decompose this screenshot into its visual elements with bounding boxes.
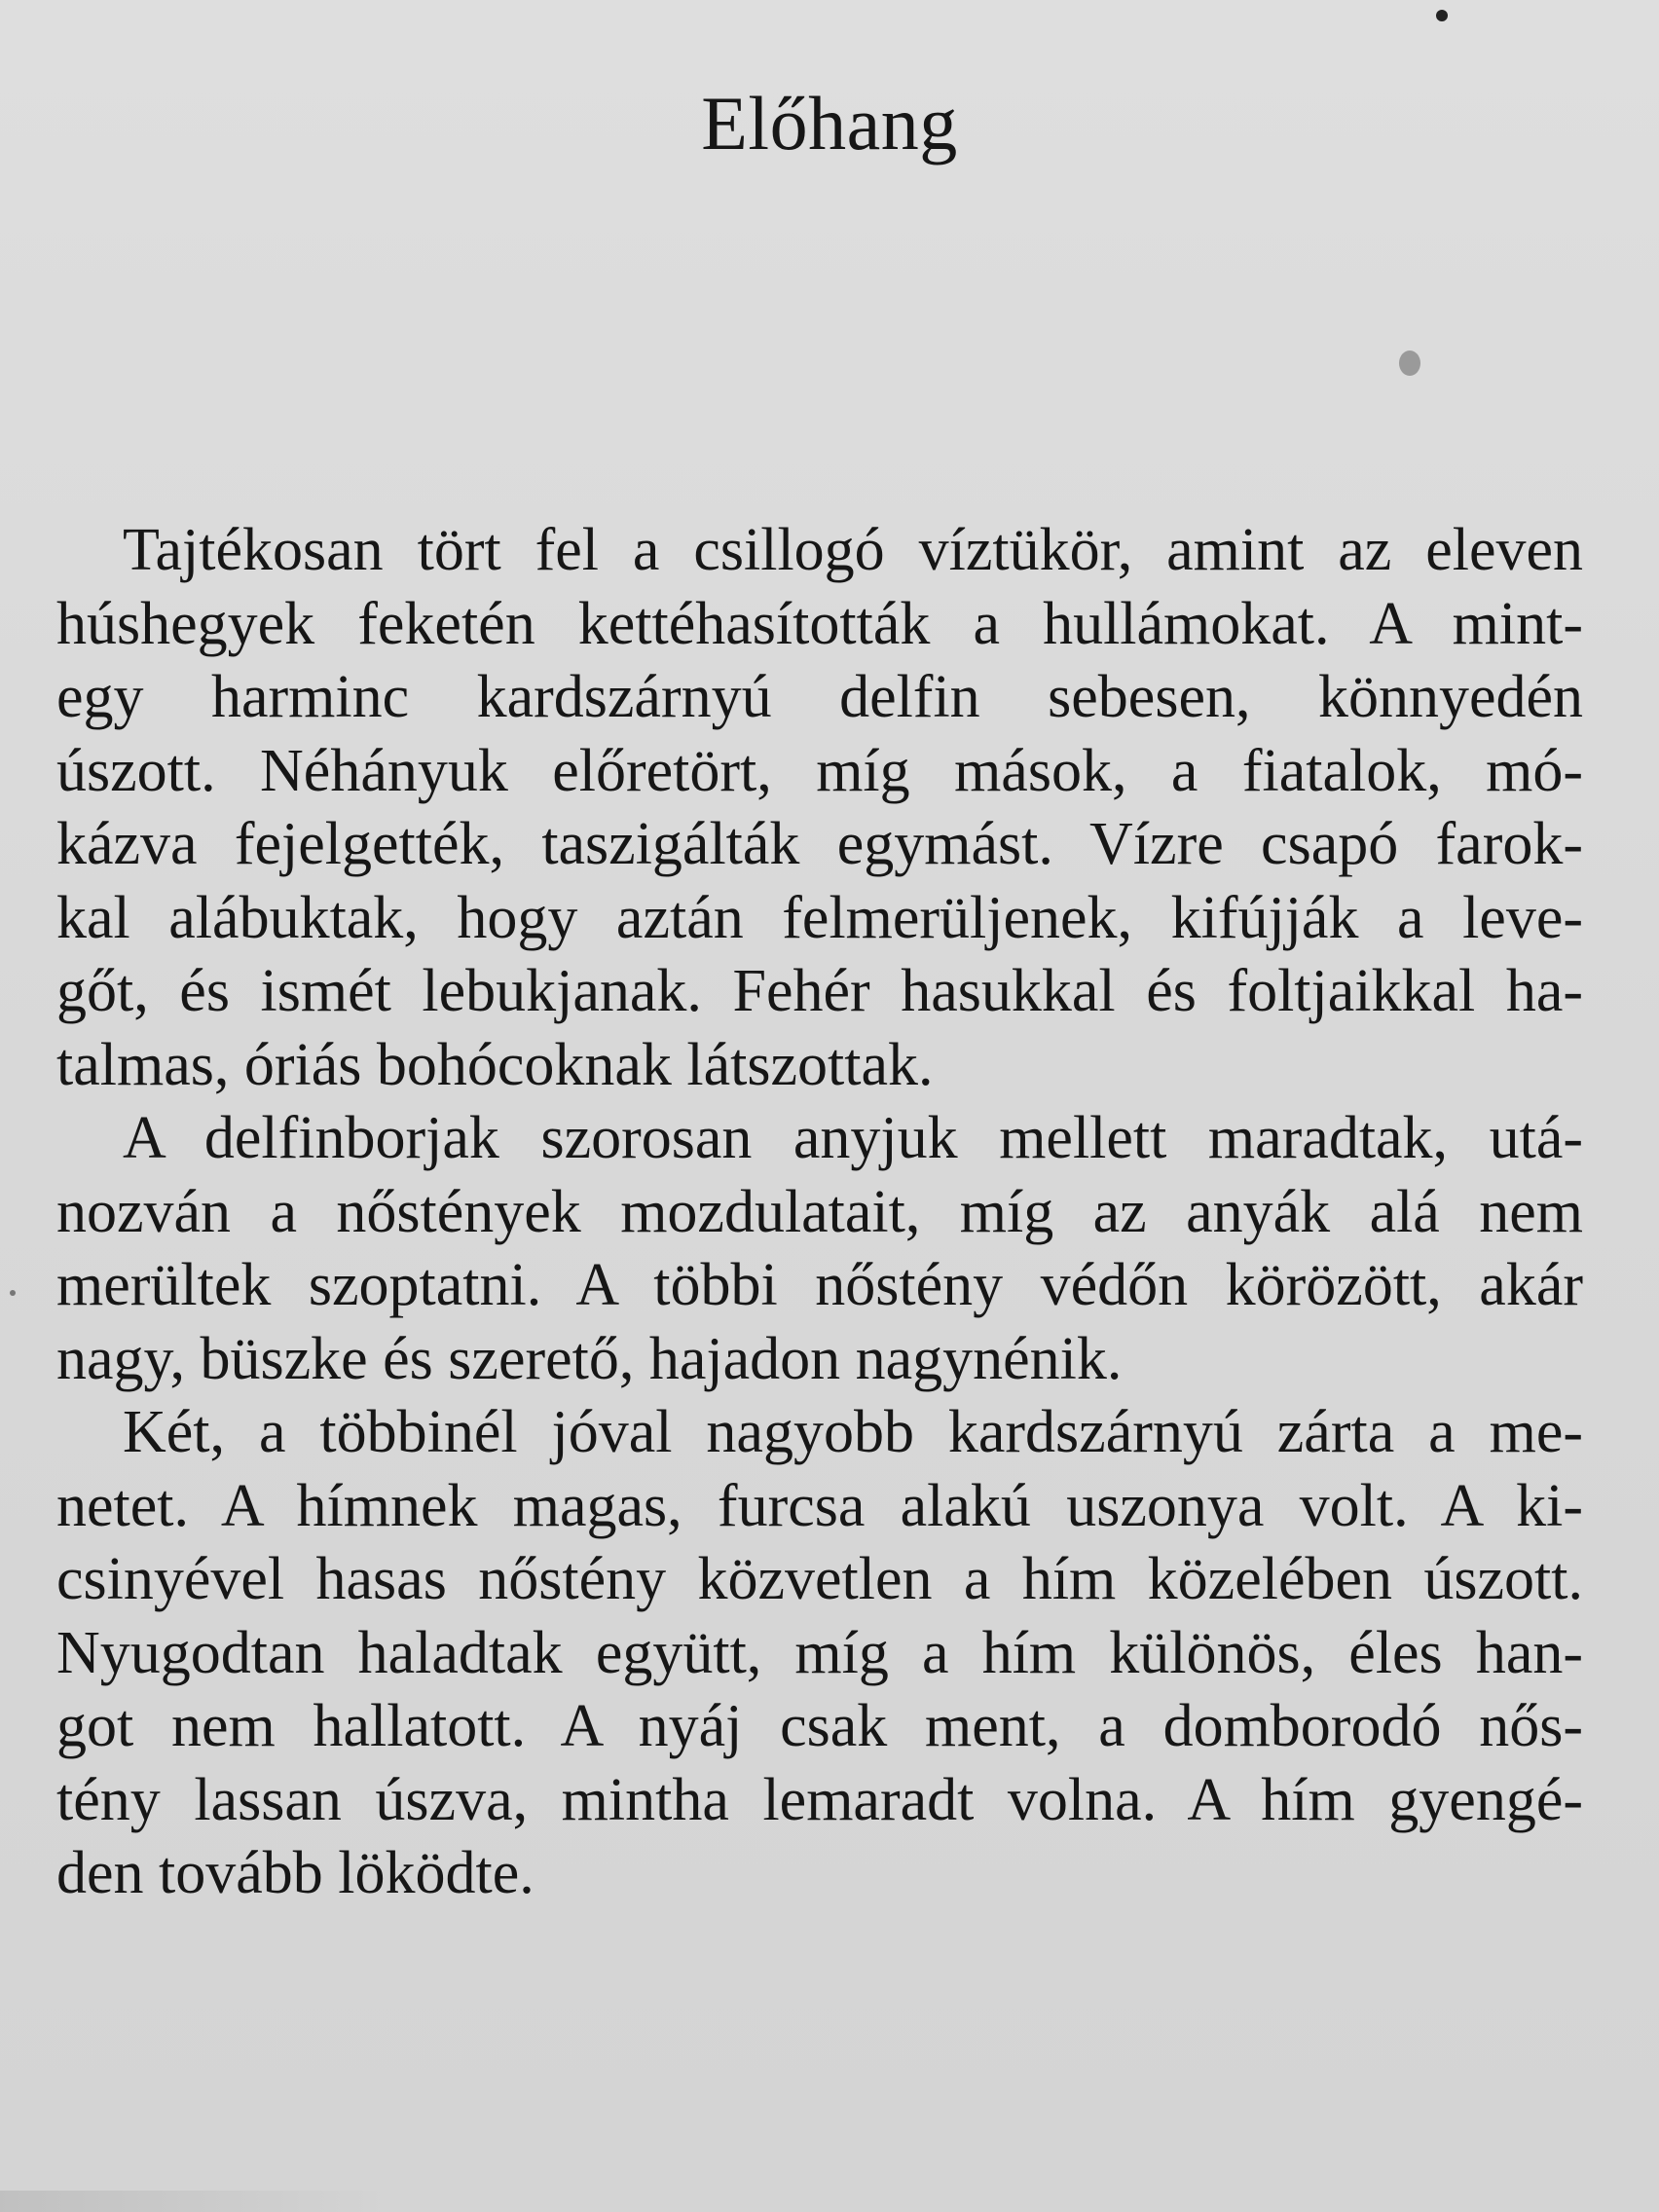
text-line: úszott. Néhányuk előretört, míg mások, a fiatalok, mó- — [56, 737, 1583, 804]
text-line: den tovább löködte. — [56, 1840, 535, 1906]
text-line: talmas, óriás bohócoknak látszottak. — [56, 1031, 934, 1098]
text-line: nagy, büszke és szerető, hajadon nagynénik. — [56, 1325, 1123, 1392]
text-line: got nem hallatott. A nyáj csak ment, a domborodó nős- — [56, 1693, 1583, 1759]
paragraph-3 — [56, 1396, 1583, 1911]
paragraph-2 — [56, 1102, 1583, 1396]
paper-blemish — [1399, 350, 1420, 376]
scan-edge-shadow — [0, 2191, 389, 2212]
chapter-title: Előhang — [701, 81, 958, 166]
text-line: merültek szoptatni. A többi nőstény védőn körözött, akár — [56, 1252, 1583, 1318]
text-line: tény lassan úszva, mintha lemaradt volna. A hím gyengé- — [56, 1766, 1583, 1833]
paragraph-1 — [56, 514, 1583, 1102]
text-line: csinyével hasas nőstény közvetlen a hím közelében úszott. — [56, 1546, 1583, 1612]
body-text — [56, 514, 1583, 1911]
text-line: kal alábuktak, hogy aztán felmerüljenek, kifújják a leve- — [56, 884, 1583, 951]
text-line: Két, a többinél jóval nagyobb kardszárnyú zárta a me- — [123, 1399, 1583, 1465]
text-line: nozván a nőstények mozdulatait, míg az anyák alá nem — [56, 1178, 1583, 1245]
text-line: gőt, és ismét lebukjanak. Fehér hasukkal és foltjaikkal ha- — [56, 958, 1583, 1024]
text-line: A delfinborjak szorosan anyjuk mellett maradtak, utá- — [123, 1105, 1583, 1171]
ink-speck — [1436, 10, 1448, 21]
text-line: húshegyek feketén kettéhasították a hullámokat. A mint- — [56, 590, 1583, 657]
ink-speck — [10, 1290, 16, 1296]
text-line: egy harminc kardszárnyú delfin sebesen, könnyedén — [56, 664, 1583, 730]
text-line: kázva fejelgették, taszigálták egymást. Vízre csapó farok- — [56, 811, 1583, 877]
text-line: Tajtékosan tört fel a csillogó víztükör, amint az eleven — [123, 517, 1583, 583]
text-line: netet. A hímnek magas, furcsa alakú uszonya volt. A ki- — [56, 1472, 1583, 1539]
text-line: Nyugodtan haladtak együtt, míg a hím különös, éles han- — [56, 1619, 1583, 1686]
